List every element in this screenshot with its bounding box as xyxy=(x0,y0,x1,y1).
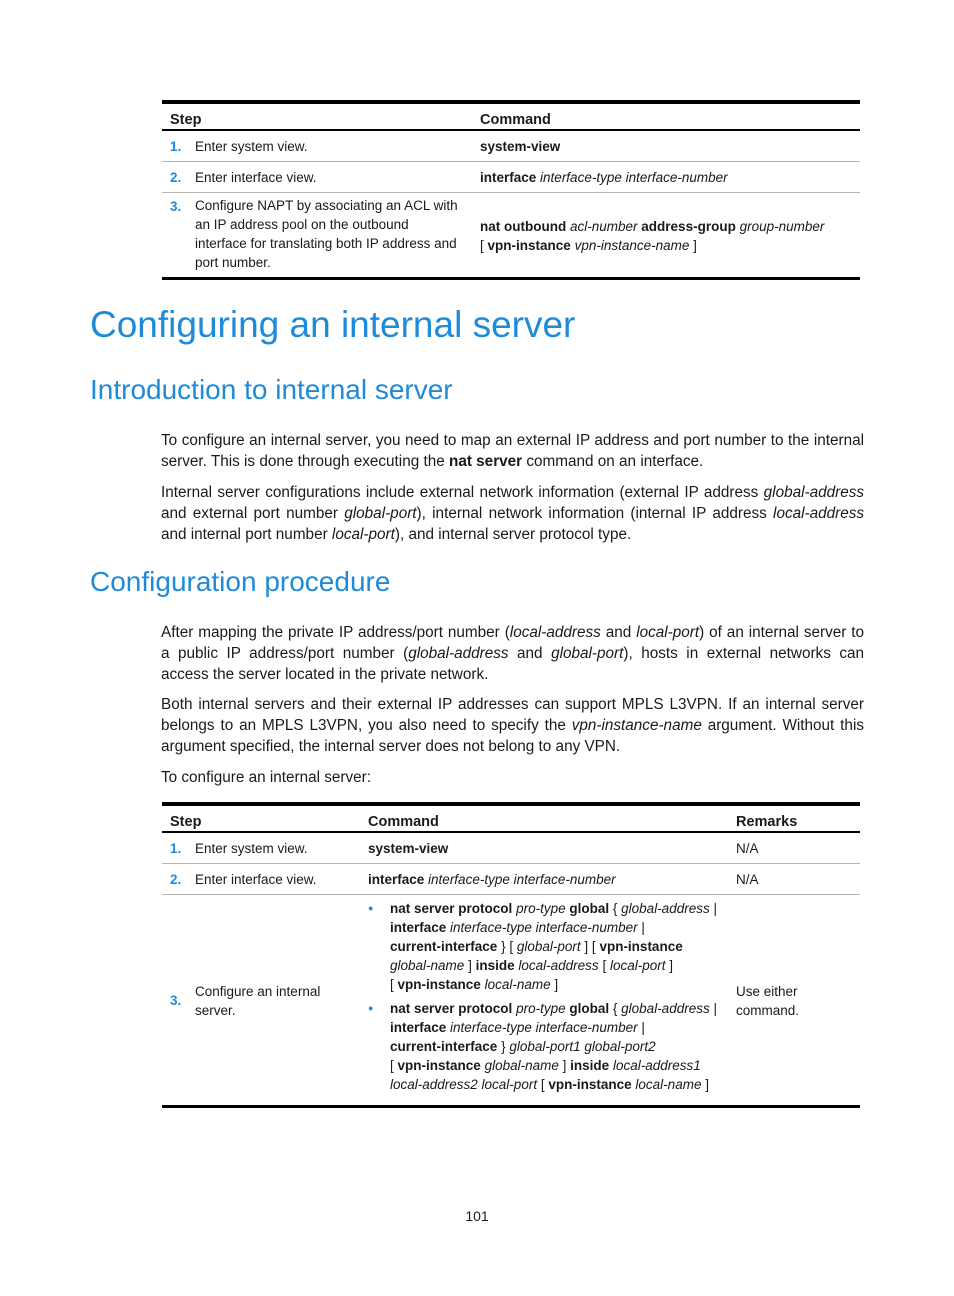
command-cell xyxy=(472,162,860,193)
paragraph xyxy=(161,622,864,685)
internal-server-command-table xyxy=(162,802,860,1108)
cmd-argument: vpn-instance-name xyxy=(574,237,690,253)
remarks-cell: N/A xyxy=(728,864,860,895)
cmd-bracket: | xyxy=(713,901,717,916)
table-row xyxy=(162,193,860,279)
step-number: 2. xyxy=(162,864,187,895)
page-title: Configuring an internal server xyxy=(90,304,576,345)
cmd-argument: pro-type xyxy=(516,901,566,916)
cmd-bracket: | xyxy=(641,920,645,935)
cmd-keyword: current-interface xyxy=(390,939,498,954)
cmd-keyword: nat server protocol xyxy=(390,1001,513,1016)
command-list xyxy=(368,899,720,1094)
text-run: ) of an internal server to a public IP address/port number ( xyxy=(161,624,865,662)
cmd-bracket: [ xyxy=(390,977,394,992)
col-header-command: Command xyxy=(472,102,860,130)
cmd-argument: interface-type interface-number xyxy=(450,920,638,935)
cmd-bracket: ] xyxy=(468,958,472,973)
cmd-argument: local-address xyxy=(518,958,599,973)
cmd-bracket: [ xyxy=(602,958,607,973)
cmd-keyword: inside xyxy=(570,1058,610,1073)
paragraph xyxy=(161,430,864,472)
remarks-cell: N/A xyxy=(728,832,860,864)
cmd-bracket: { xyxy=(612,901,618,916)
command-cell xyxy=(360,895,728,1107)
table-row xyxy=(162,864,860,895)
cmd-keyword: global xyxy=(569,1001,610,1016)
cmd-bracket: ] [ xyxy=(584,939,596,954)
step-number: 2. xyxy=(162,162,187,193)
step-number: 1. xyxy=(162,832,187,864)
cmd-keyword: interface xyxy=(480,170,537,185)
text-run: To configure an internal server, you need to map an external IP address and port number to the internal server. This is done through executing the xyxy=(161,432,864,470)
text-run: Internal server configurations include external network information (external IP address xyxy=(161,484,759,501)
text-run: ), internal network information (internal IP address xyxy=(416,505,767,522)
section-heading-procedure: Configuration procedure xyxy=(90,566,391,597)
text-run: and xyxy=(517,645,543,662)
cmd-keyword: nat server protocol xyxy=(390,901,513,916)
cmd-argument: interface-type interface-number xyxy=(428,872,616,887)
command-cell xyxy=(472,130,860,162)
command-cell xyxy=(472,193,860,279)
list-item xyxy=(390,999,720,1094)
step-description: Enter system view. xyxy=(187,832,360,864)
step-description: Configure an internal server. xyxy=(187,895,360,1107)
cmd-argument: acl-number xyxy=(570,218,638,234)
text-run: command on an interface. xyxy=(526,453,704,470)
col-header-step: Step xyxy=(162,102,472,130)
cmd-argument: local-name xyxy=(635,1077,702,1092)
cmd-keyword: interface xyxy=(368,872,425,887)
step-description: Enter interface view. xyxy=(187,162,472,193)
text-run: and external port number xyxy=(161,505,338,522)
cmd-argument: local-port xyxy=(609,958,666,973)
argument-term: global-address xyxy=(408,645,509,662)
cmd-bracket: } [ xyxy=(501,939,514,954)
cmd-keyword: global xyxy=(569,901,610,916)
cmd-keyword: interface xyxy=(390,1020,447,1035)
command-cell xyxy=(360,832,728,864)
command-cell xyxy=(360,864,728,895)
cmd-argument: interface-type interface-number xyxy=(450,1020,638,1035)
table-row xyxy=(162,130,860,162)
cmd-keyword: system-view xyxy=(480,139,561,154)
table-row xyxy=(162,895,860,1107)
step-number: 3. xyxy=(162,193,187,279)
text-run: ), and internal server protocol type. xyxy=(394,526,632,543)
cmd-argument: global-name xyxy=(484,1058,559,1073)
paragraph xyxy=(161,694,864,757)
argument-term: local-address xyxy=(773,505,865,522)
list-item xyxy=(390,899,720,994)
text-run: After mapping the private IP address/port number ( xyxy=(161,624,510,641)
table-header-row xyxy=(162,804,860,832)
cmd-bracket: } xyxy=(501,1039,506,1054)
cmd-argument: pro-type xyxy=(516,1001,566,1016)
cmd-bracket: | xyxy=(641,1020,645,1035)
argument-term: global-address xyxy=(763,484,865,501)
table-row xyxy=(162,162,860,193)
cmd-keyword: vpn-instance xyxy=(487,237,571,253)
cmd-keyword: interface xyxy=(390,920,447,935)
cmd-argument: group-number xyxy=(739,218,825,234)
cmd-keyword: address-group xyxy=(641,218,736,234)
cmd-keyword: vpn-instance xyxy=(397,977,481,992)
napt-command-table xyxy=(162,100,860,280)
cmd-argument: global-port1 global-port2 xyxy=(509,1039,656,1054)
col-header-command: Command xyxy=(360,804,728,832)
text-run: ), hosts in external networks can access the server located in the private network. xyxy=(161,645,865,683)
cmd-argument: interface-type interface-number xyxy=(540,170,728,185)
cmd-bracket: | xyxy=(713,1001,717,1016)
argument-term: global-port xyxy=(551,645,624,662)
argument-term: global-port xyxy=(344,505,417,522)
text-run: argument. Without this argument specified, the internal server does not belong to any VPN. xyxy=(161,717,864,755)
text-run: and xyxy=(605,624,632,641)
table-header-row xyxy=(162,102,860,130)
step-description: Configure NAPT by associating an ACL with an IP address pool on the outbound interface for translating both IP address and port number. xyxy=(187,193,472,279)
cmd-keyword: inside xyxy=(475,958,515,973)
page-number: 101 xyxy=(465,1208,489,1224)
step-number: 1. xyxy=(162,130,187,162)
section-heading-intro: Introduction to internal server xyxy=(90,374,453,405)
paragraph xyxy=(161,482,864,545)
cmd-argument: global-address xyxy=(621,901,710,916)
cmd-keyword: vpn-instance xyxy=(599,939,683,954)
cmd-argument: local-address1 xyxy=(612,1058,701,1073)
cmd-argument: local-name xyxy=(484,977,551,992)
col-header-step: Step xyxy=(162,804,360,832)
table-row xyxy=(162,832,860,864)
cmd-bracket: ] xyxy=(554,977,559,992)
argument-term: local-port xyxy=(331,526,395,543)
paragraph: To configure an internal server: xyxy=(161,769,372,786)
cmd-keyword: system-view xyxy=(368,841,449,856)
cmd-keyword: current-interface xyxy=(390,1039,498,1054)
col-header-remarks: Remarks xyxy=(728,804,860,832)
cmd-bracket: [ xyxy=(480,237,484,253)
step-description: Enter system view. xyxy=(187,130,472,162)
cmd-bracket: ] xyxy=(705,1077,709,1092)
argument-term: local-address xyxy=(509,624,601,641)
remarks-cell: Use either command. xyxy=(728,895,860,1107)
cmd-keyword: nat outbound xyxy=(480,218,567,234)
cmd-argument: global-address xyxy=(621,1001,710,1016)
cmd-bracket: ] xyxy=(562,1058,567,1073)
argument-term: vpn-instance-name xyxy=(571,717,702,734)
cmd-bracket: [ xyxy=(390,1058,394,1073)
cmd-keyword: vpn-instance xyxy=(548,1077,632,1092)
cmd-bracket: ] xyxy=(669,958,674,973)
cmd-keyword: vpn-instance xyxy=(397,1058,481,1073)
cmd-argument: global-port xyxy=(516,939,581,954)
cmd-argument: global-name xyxy=(390,958,465,973)
cmd-bracket: [ xyxy=(540,1077,545,1092)
text-run: Both internal servers and their external IP addresses can support MPLS L3VPN. If an internal server belongs to an MPLS L3VPN, you also need to specify the xyxy=(161,696,864,734)
step-description: Enter interface view. xyxy=(187,864,360,895)
step-number: 3. xyxy=(162,895,187,1107)
argument-term: local-port xyxy=(636,624,700,641)
text-run: and internal port number xyxy=(161,526,328,543)
cmd-argument: local-address2 local-port xyxy=(390,1077,538,1092)
cmd-bracket: { xyxy=(612,1001,618,1016)
cmd-keyword: nat server xyxy=(448,453,523,470)
cmd-bracket: ] xyxy=(693,237,697,253)
